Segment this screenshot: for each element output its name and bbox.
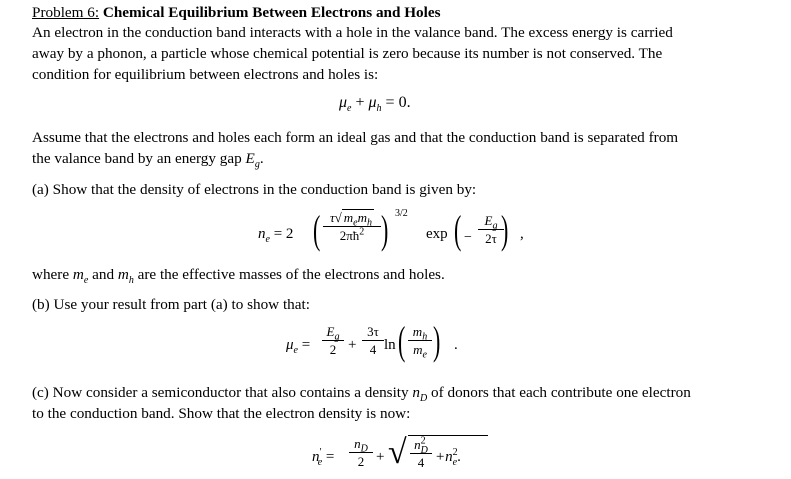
eg-symbol: E [245,150,255,167]
sub-h: h [376,103,382,115]
fraction-mass-ratio [408,324,432,359]
plus-sign: + [355,94,365,111]
intro-line-1: An electron in the conduction band interacts with a hole in the valance band. The excess energy is carried [32,24,673,41]
prime: ′ [319,447,322,458]
nd-sub: D [360,443,368,455]
left-paren: ( [453,207,462,252]
mu-symbol: μ [286,337,294,353]
ne2-sub: e [452,457,458,468]
intro-line-3: condition for equilibrium between electrons and holes is: [32,66,379,83]
m: m [413,342,423,357]
intro-line-2: away by a phonon, a particle whose chemical potential is zero because its number is not conserved. The [32,45,663,62]
ne-symbol: n [258,226,266,242]
two: 2 [357,454,365,469]
four: 4 [417,455,425,470]
period: . [259,150,264,167]
where-line [32,265,445,287]
nd-symbol: n [412,384,421,401]
part-c-pre: (c) Now consider a semiconductor that also contains a density [32,384,409,401]
fraction-mass: τ√ $m_em_h$ $2\pi ħ^2$ [323,210,381,245]
problem-heading [32,3,441,22]
eg-sub: g [334,331,340,343]
right-paren: ) [380,207,389,252]
four: 4 [369,342,377,357]
part-c-post: of donors that each contribute one electron [431,384,691,401]
right-paren: ) [432,318,441,363]
part-c-line-2: to the conduction band. Show that the electron density is now: [32,405,411,422]
where-rest: are the effective masses of the electrons and holes. [137,266,445,283]
equation-chemical-potential [286,318,466,367]
nd-sub: D [420,393,428,405]
n-symbol: n [312,449,320,465]
mh-symbol: m [117,266,129,283]
part-b-text: (b) Use your result from part (a) to show that: [32,296,310,313]
ln: ln [384,337,396,353]
nd2-sup: 2 [420,435,426,447]
nd: n [354,436,361,451]
mu-symbol: μ [368,94,377,111]
plus: + [348,337,357,353]
problem-title: Chemical Equilibrium Between Electrons and Holes [102,4,441,21]
where-text: where [32,266,70,283]
two-pi-hbar: 2πħ [339,228,360,243]
two: 2 [329,342,337,357]
fraction-eg-half [322,323,344,359]
fraction-nd-half [349,435,373,471]
e: e [422,349,427,361]
left-paren: ( [312,207,321,252]
nd2-sub: D [420,444,428,456]
problem-label: Problem 6: [32,4,100,21]
equals: = [325,449,335,465]
right-paren: ) [500,207,509,252]
period: . [454,337,458,353]
and-text: and [92,266,115,283]
mh-sub: h [128,275,134,287]
equals-two: = 2 [273,226,294,242]
two-tau: 2τ [485,231,497,246]
comma: , [520,226,524,242]
m-symbol: m [357,210,368,225]
eg-sub: g [254,159,260,171]
assume-text: the valance band by an energy gap [32,150,242,167]
fraction-3tau-4 [362,323,384,359]
equals-zero: = 0. [385,94,411,111]
mu-sub: e [293,345,298,356]
assume-line-1: Assume that the electrons and holes each form an ideal gas and that the conduction band is separated from [32,129,679,146]
nd2: n [414,437,421,452]
equation-equilibrium [339,94,411,115]
m: m [412,324,423,339]
three-tau: 3τ [362,323,384,341]
ne-sub: e [265,234,270,245]
plus-ne: +n [435,449,453,465]
tau-symbol: τ [329,210,335,225]
part-c-line-1 [32,383,691,405]
eg: E [326,324,335,339]
mu-symbol: μ [339,94,348,111]
e-sub: e [317,457,323,468]
equals: = [301,337,311,353]
mh-sub: h [367,217,373,229]
m-symbol: m [343,210,354,225]
exp-label: exp [426,226,448,242]
ne2-sup: 2 [452,447,458,458]
exponent: 3/2 [395,208,408,219]
h: h [422,331,428,343]
assume-line-2 [32,149,264,171]
sqrt-body [408,435,488,476]
minus-sign: − [464,230,472,245]
eg-num-sub: g [492,220,498,232]
sqrt-sign: √ [388,434,407,471]
eg-num: E [484,213,493,228]
left-paren: ( [397,318,406,363]
sub-e: e [347,103,352,115]
sq-sup: 2 [359,226,365,238]
equation-donor-density [312,431,492,479]
me-sub: e [353,217,358,229]
part-a-text: (a) Show that the density of electrons in the conduction band is given by: [32,181,477,198]
period: . [457,449,461,465]
fraction-nd2-4 [410,436,432,472]
me-sub: e [83,275,89,287]
plus: + [376,449,385,465]
me-symbol: m [72,266,84,283]
